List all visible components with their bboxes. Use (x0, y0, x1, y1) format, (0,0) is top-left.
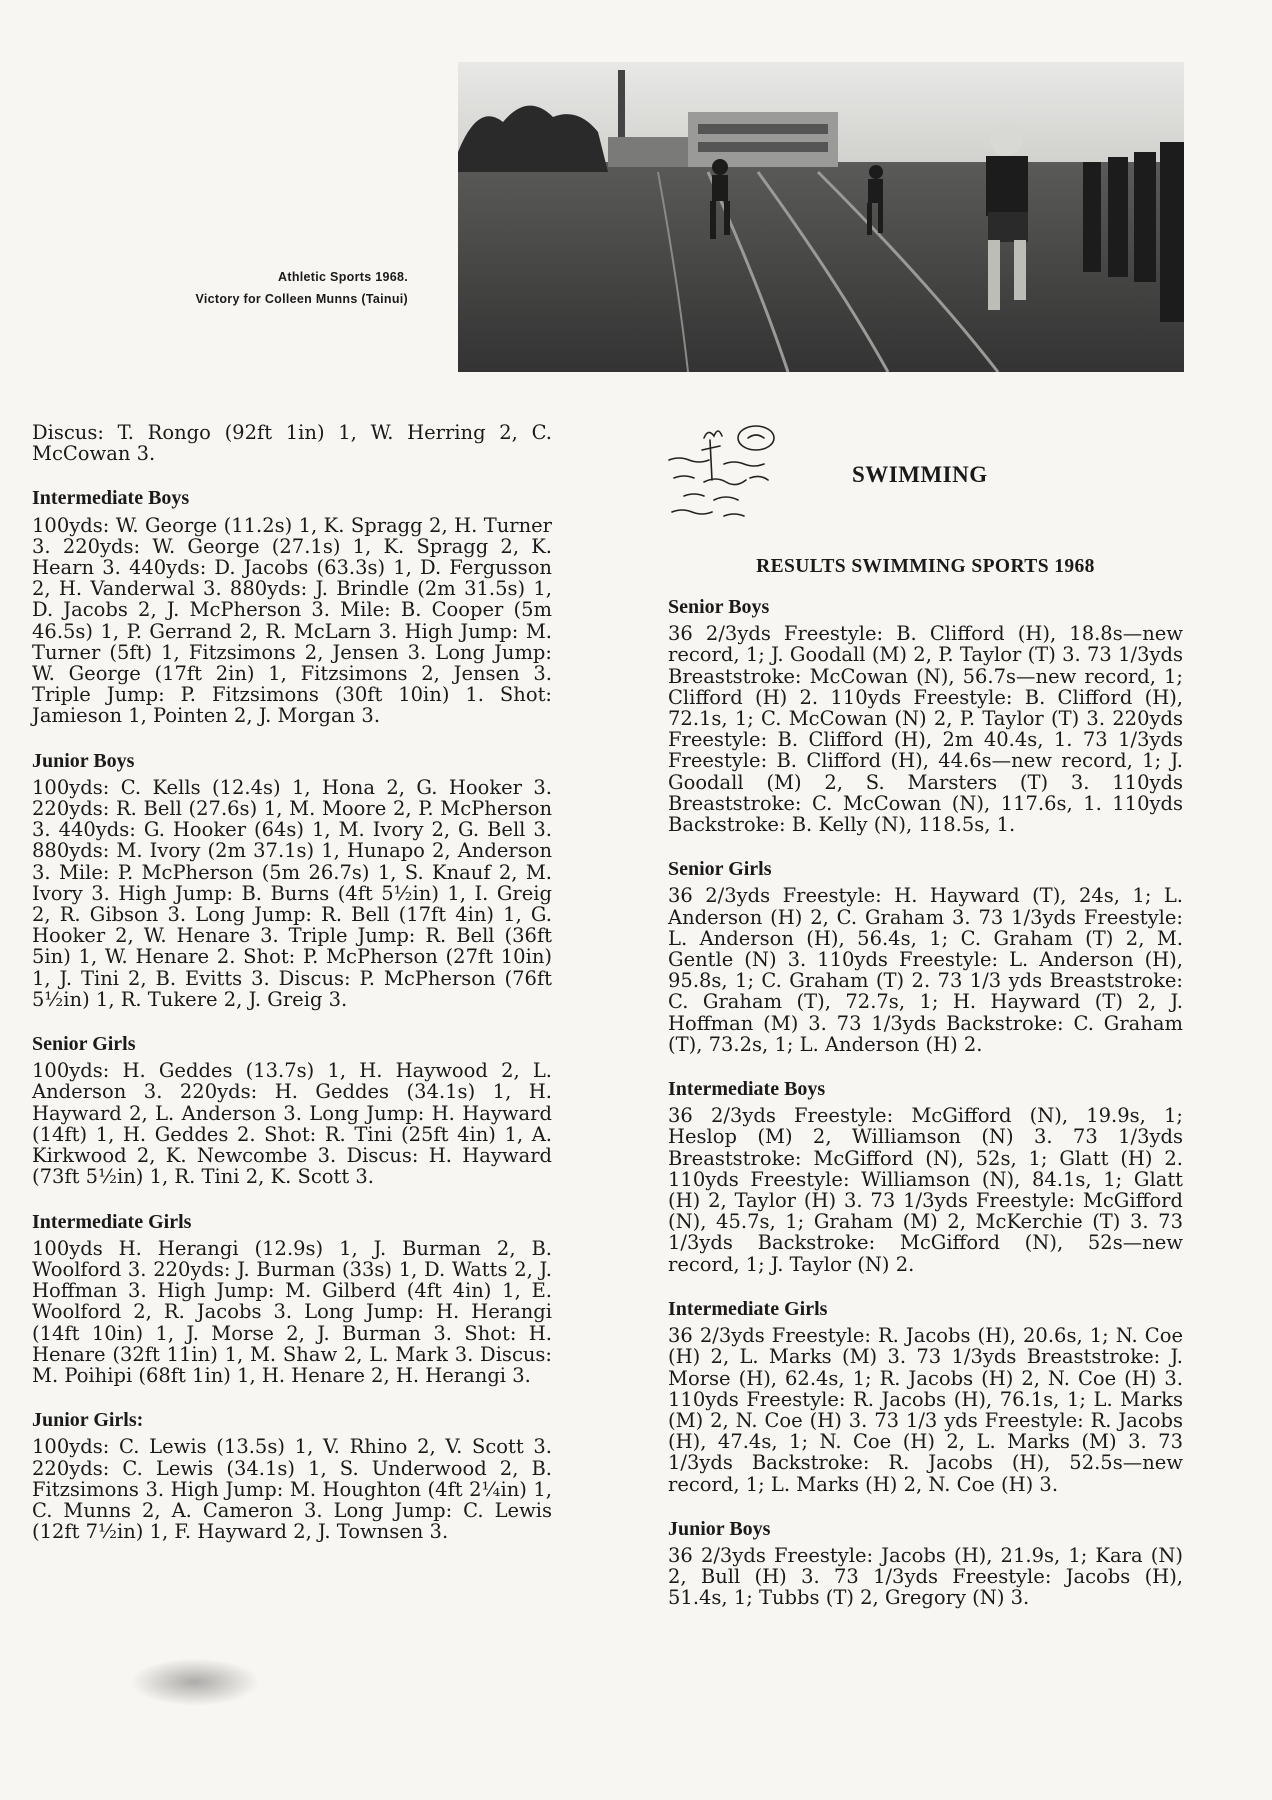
section-text: 36 2/3yds Freestyle: R. Jacobs (H), 20.6s, 1; N. Coe (H) 2, L. Marks (M) 3. 73 1/3yds Breaststroke: J. Morse (H), 62.4s, 1; R. Jacobs (H) 2, N. Coe (H) 3. 110yds Freestyle: R. Jacobs (H), 76.1s, 1; L. Marks (M) 2, N. Coe (H) 3. 73 1/3 yds Freestyle: R. Jacobs (H), 47.4s, 1; N. Coe (H) 2, L. Marks (M) 3. 73 1/3yds Backstroke: R. Jacobs (H), 52.5s—new record, 1; L. Marks (H) 2, N. Coe (H) 3. (668, 1324, 1183, 1496)
section-text: 100yds: H. Geddes (13.7s) 1, H. Haywood 2, L. Anderson 3. 220yds: H. Geddes (34.1s) 1, H. Hayward 2, L. Anderson 3. Long Jump: H. Hayward (14ft) 1, H. Geddes 2. Shot: R. Tini (25ft 4in) 1, A. Kirkwood 2, K. Newcombe 3. Discus: H. Hayward (73ft 5½in) 1, R. Tini 2, K. Scott 3. (32, 1059, 552, 1189)
section-heading: Senior Boys (668, 596, 770, 618)
section-heading: Intermediate Girls (668, 1297, 828, 1320)
section-text: 100yds: C. Lewis (13.5s) 1, V. Rhino 2, V. Scott 3. 220yds: C. Lewis (34.1s) 1, S. Underwood 2, B. Fitzsimons 3. High Jump: M. Houghton (4ft 2¼in) 1, C. Munns 2, A. Cameron 3. Long Jump: C. Lewis (12ft 7½in) 1, F. Hayward 2, J. Townsen 3. (32, 1435, 552, 1544)
section-text: 100yds H. Herangi (12.9s) 1, J. Burman 2, B. Woolford 3. 220yds: J. Burman (33s) 1, D. Watts 2, J. Hoffman 3. High Jump: M. Gilberd (4ft 4in) 1, E. Woolford 2, R. Jacobs 3. Long Jump: H. Herangi (14ft 10in) 1, J. Morse 2, J. Burman 3. Shot: H. Henare (32ft 11in) 1, M. Shaw 2, L. Mark 3. Discus: M. Poihipi (68ft 1in) 1, H. Henare 2, H. Herangi 3. (32, 1236, 552, 1387)
athletics-results (32, 422, 552, 1542)
section-heading: Junior Boys (668, 1517, 771, 1540)
swimming-results (668, 597, 1183, 1609)
caption-line-2: Victory for Colleen Munns (Tainui) (195, 292, 408, 306)
section-heading: Intermediate Boys (32, 487, 190, 510)
swimming-heading: SWIMMING (852, 462, 988, 487)
section-heading: Junior Girls: (32, 1409, 144, 1432)
section-text: 36 2/3yds Freestyle: Jacobs (H), 21.9s, 1; Kara (N) 2, Bull (H) 3. 73 1/3yds Freestyle: Jacobs (H), 51.4s, 1; Tubbs (T) 2, Gregory (N) 3. (668, 1543, 1183, 1610)
swimmer-sketch-icon (664, 420, 790, 528)
section-text: 36 2/3yds Freestyle: B. Clifford (H), 18.8s—new record, 1; J. Goodall (M) 2, P. Taylor (T) 3. 73 1/3yds Breaststroke: McCowan (N), 56.7s—new record, 1; Clifford (H) 2. 110yds Freestyle: B. Clifford (H), 72.1s, 1; C. McCowan (N) 2, P. Taylor (T) 3. 220yds Freestyle: B. Clifford (H), 2m 40.4s, 1. 73 1/3yds Freestyle: B. Clifford (H), 44.6s—new record, 1; J. Goodall (M) 2, S. Marsters (T) 3. 110yds Breaststroke: C. McCowan (N), 117.6s, 1. 110yds Backstroke: B. Kelly (N), 118.5s, 1. (668, 622, 1183, 837)
caption-line-1: Athletic Sports 1968. (278, 270, 408, 284)
section-heading: Intermediate Boys (668, 1078, 826, 1101)
results-heading: RESULTS SWIMMING SPORTS 1968 (756, 556, 1095, 577)
photo-caption (90, 266, 408, 310)
section-heading: Intermediate Girls (32, 1210, 192, 1233)
section-heading: Junior Boys (32, 749, 135, 772)
section-text: 100yds: W. George (11.2s) 1, K. Spragg 2, H. Turner 3. 220yds: W. George (27.1s) 1, K. Spragg 2, K. Hearn 3. 440yds: D. Jacobs (63.3s) 1, D. Fergusson 2, H. Vanderwal 3. 880yds: J. Brindle (2m 31.5s) 1, D. Jacobs 2, J. McPherson 3. Mile: B. Cooper (5m 46.5s) 1, P. Gerrand 2, R. McLarn 3. High Jump: M. Turner (5ft) 1, Fitzsimons 2, Jensen 3. Long Jump: W. George (17ft 2in) 1, Fitzsimons 2, Jensen 3. Triple Jump: P. Fitzsimons (30ft 10in) 1. Shot: Jamieson 1, Pointen 2, J. Morgan 3. (32, 513, 552, 728)
section-text: 36 2/3yds Freestyle: H. Hayward (T), 24s, 1; L. Anderson (H) 2, C. Graham 3. 73 1/3yds Freestyle: L. Anderson (H), 56.4s, 1; C. Graham (T) 2, M. Gentle (N) 3. 110yds Freestyle: L. Anderson (H), 95.8s, 1; C. Graham (T) 2. 73 1/3 yds Breaststroke: C. Graham (T), 72.7s, 1; H. Hayward (T) 2, J. Hoffman (M) 3. 73 1/3yds Backstroke: C. Graham (T), 73.2s, 1; L. Anderson (H) 2. (668, 884, 1183, 1056)
discus-continued: Discus: T. Rongo (92ft 1in) 1, W. Herring 2, C. McCowan 3. (32, 421, 552, 466)
section-heading: Senior Girls (32, 1033, 136, 1056)
section-text: 100yds: C. Kells (12.4s) 1, Hona 2, G. Hooker 3. 220yds: R. Bell (27.6s) 1, M. Moore 2, P. McPherson 3. 440yds: G. Hooker (64s) 1, M. Ivory 2, G. Bell 3. 880yds: M. Ivory (2m 37.1s) 1, Hunapo 2, Anderson 3. Mile: P. McPherson (5m 26.7s) 1, S. Knauf 2, M. Ivory 3. High Jump: B. Burns (4ft 5½in) 1, I. Greig 2, R. Gibson 3. Long Jump: R. Bell (17ft 4in) 1, G. Hooker 2, W. Henare 3. Triple Jump: R. Bell (36ft 5in) 1, W. Henare 2. Shot: P. McPherson (27ft 10in) 1, J. Tini 2, B. Evitts 3. Discus: P. McPherson (76ft 5½in) 1, R. Tukere 2, J. Greig 3. (32, 775, 552, 1011)
print-smudge (130, 1658, 260, 1706)
section-heading: Senior Girls (668, 858, 772, 881)
section-text: 36 2/3yds Freestyle: McGifford (N), 19.9s, 1; Heslop (M) 2, Williamson (N) 3. 73 1/3yds Breaststroke: McGifford (N), 52s, 1; Glatt (H) 2. 110yds Freestyle: Williamson (N), 84.1s, 1; Glatt (H) 2, Taylor (H) 3. 73 1/3yds Freestyle: McGifford (N), 45.7s, 1; Graham (M) 2, McKerchie (T) 3. 73 1/3yds Backstroke: McGifford (N), 52s—new record, 1; J. Taylor (N) 2. (668, 1104, 1183, 1276)
athletics-photo (458, 62, 1184, 372)
